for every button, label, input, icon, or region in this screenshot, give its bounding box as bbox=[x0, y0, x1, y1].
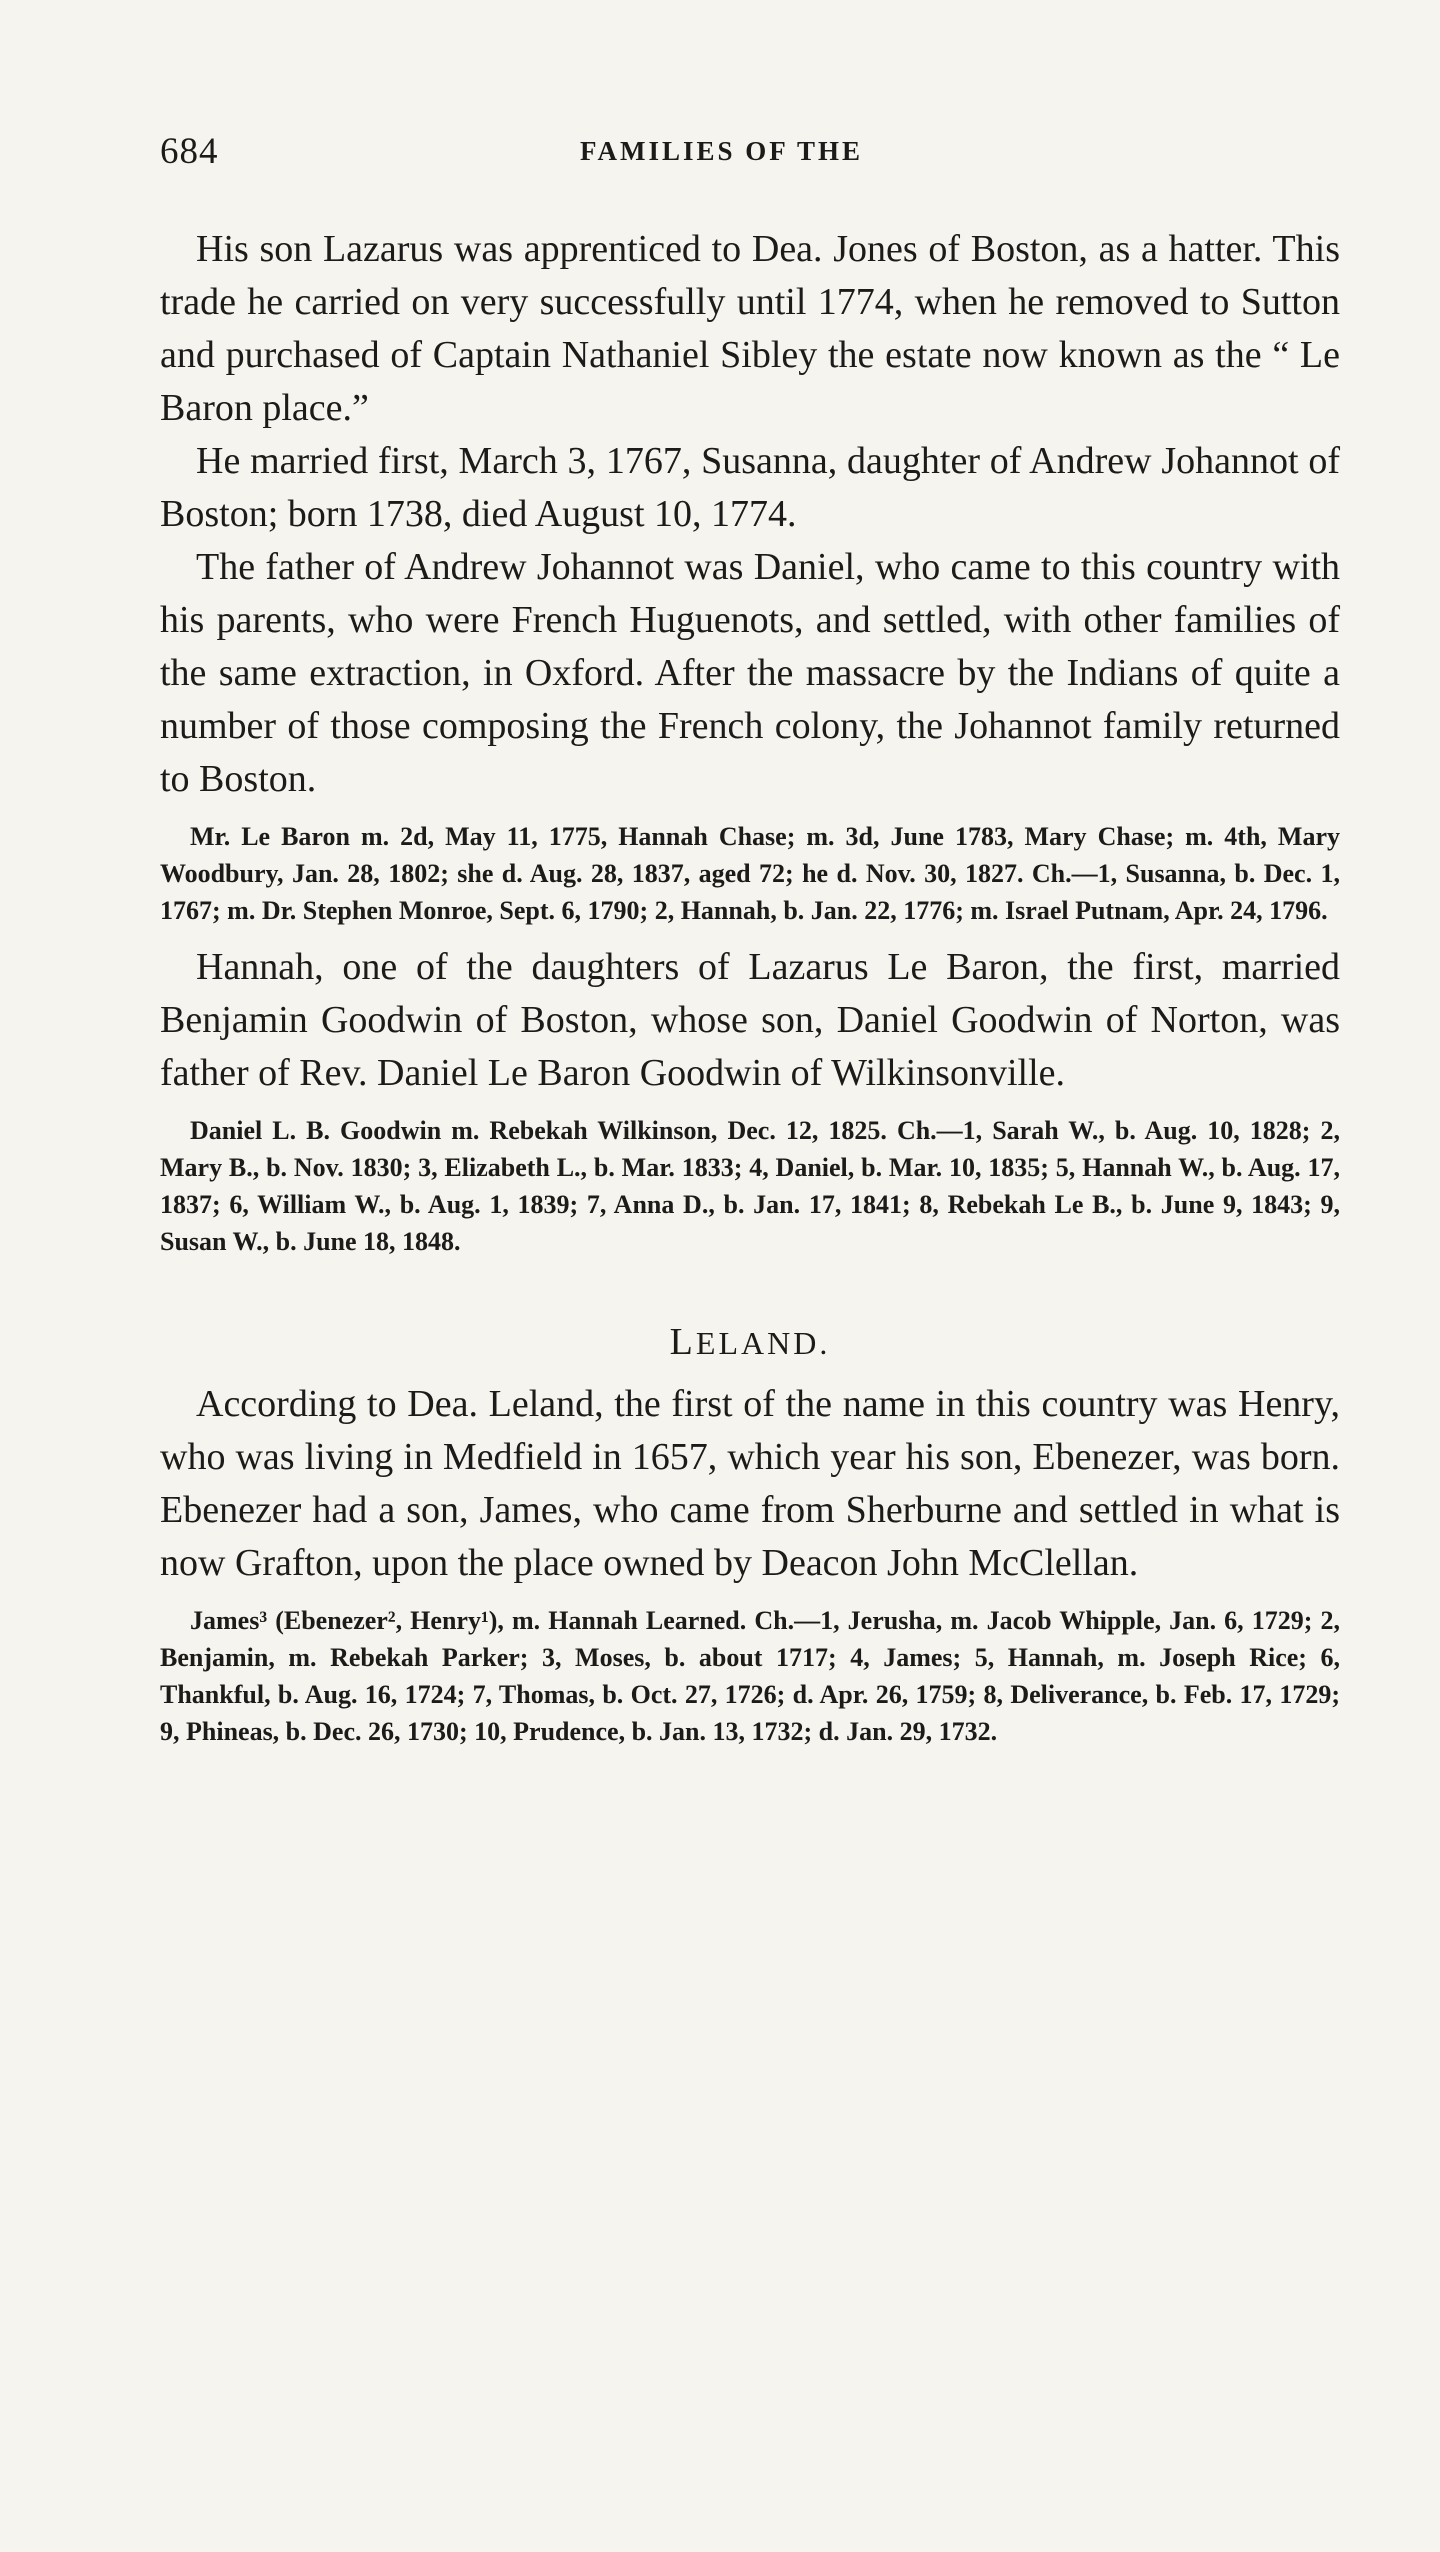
page-number: 684 bbox=[160, 131, 219, 172]
running-head: FAMILIES OF THE bbox=[580, 136, 864, 166]
paragraph-leland-origin: According to Dea. Leland, the first of the name in this country was Henry, who was living in Medfield in 1657, which year his son, Ebenezer, was born. Ebenezer had a son, James, who came from Sherburne and settled in what is now Grafton, upon the place owned by Deacon John McClellan. bbox=[160, 1383, 1340, 1584]
paragraph-johannot-father: The father of Andrew Johannot was Daniel, who came to this country with his parents, who were French Huguenots, and settled, with other families of the same extraction, in Oxford. After the massacre by the Indians of quite a number of those composing the French colony, the Johannot family returned to Boston. bbox=[160, 546, 1340, 800]
section-heading-rest: ELAND. bbox=[695, 1325, 831, 1361]
main-text bbox=[160, 223, 1340, 1762]
section-heading-leland bbox=[160, 1320, 1340, 1364]
section-heading-initial: L bbox=[669, 1321, 696, 1363]
genealogy-note-le-baron: Mr. Le Baron m. 2d, May 11, 1775, Hannah Chase; m. 3d, June 1783, Mary Chase; m. 4th, Mary Woodbury, Jan. 28, 1802; she d. Aug. 28, 1837, aged 72; he d. Nov. 30, 1827. Ch.—1, Susanna, b. Dec. 1, 1767; m. Dr. Stephen Monroe, Sept. 6, 1790; 2, Hannah, b. Jan. 22, 1776; m. Israel Putnam, Apr. 24, 1796. bbox=[160, 822, 1340, 925]
paragraph-lazarus-apprentice: His son Lazarus was apprenticed to Dea. Jones of Boston, as a hatter. This trade he carried on very successfully until 1774, when he removed to Sutton and purchased of Captain Nathaniel Sibley the estate now known as the “ Le Baron place.” bbox=[160, 228, 1340, 429]
paragraph-marriage: He married first, March 3, 1767, Susanna, daughter of Andrew Johannot of Boston; born 1738, died August 10, 1774. bbox=[160, 440, 1340, 535]
genealogy-note-goodwin: Daniel L. B. Goodwin m. Rebekah Wilkinson, Dec. 12, 1825. Ch.—1, Sarah W., b. Aug. 10, 1828; 2, Mary B., b. Nov. 1830; 3, Elizabeth L., b. Mar. 1833; 4, Daniel, b. Mar. 10, 1835; 5, Hannah W., b. Aug. 17, 1837; 6, William W., b. Aug. 1, 1839; 7, Anna D., b. Jan. 17, 1841; 8, Rebekah Le B., b. June 9, 1843; 9, Susan W., b. June 18, 1848. bbox=[160, 1116, 1340, 1256]
paragraph-hannah-goodwin: Hannah, one of the daughters of Lazarus Le Baron, the first, married Benjamin Goodwin of Boston, whose son, Daniel Goodwin of Norton, was father of Rev. Daniel Le Baron Goodwin of Wilkinsonville. bbox=[160, 946, 1340, 1094]
genealogy-note-leland: James³ (Ebenezer², Henry¹), m. Hannah Learned. Ch.—1, Jerusha, m. Jacob Whipple, Jan. 6, 1729; 2, Benjamin, m. Rebekah Parker; 3, Moses, b. about 1717; 4, James; 5, Hannah, m. Joseph Rice; 6, Thankful, b. Aug. 16, 1724; 7, Thomas, b. Oct. 27, 1726; d. Apr. 26, 1759; 8, Deliverance, b. Feb. 17, 1729; 9, Phineas, b. Dec. 26, 1730; 10, Prudence, b. Jan. 13, 1732; d. Jan. 29, 1732. bbox=[160, 1606, 1340, 1746]
page-header bbox=[160, 130, 1340, 180]
